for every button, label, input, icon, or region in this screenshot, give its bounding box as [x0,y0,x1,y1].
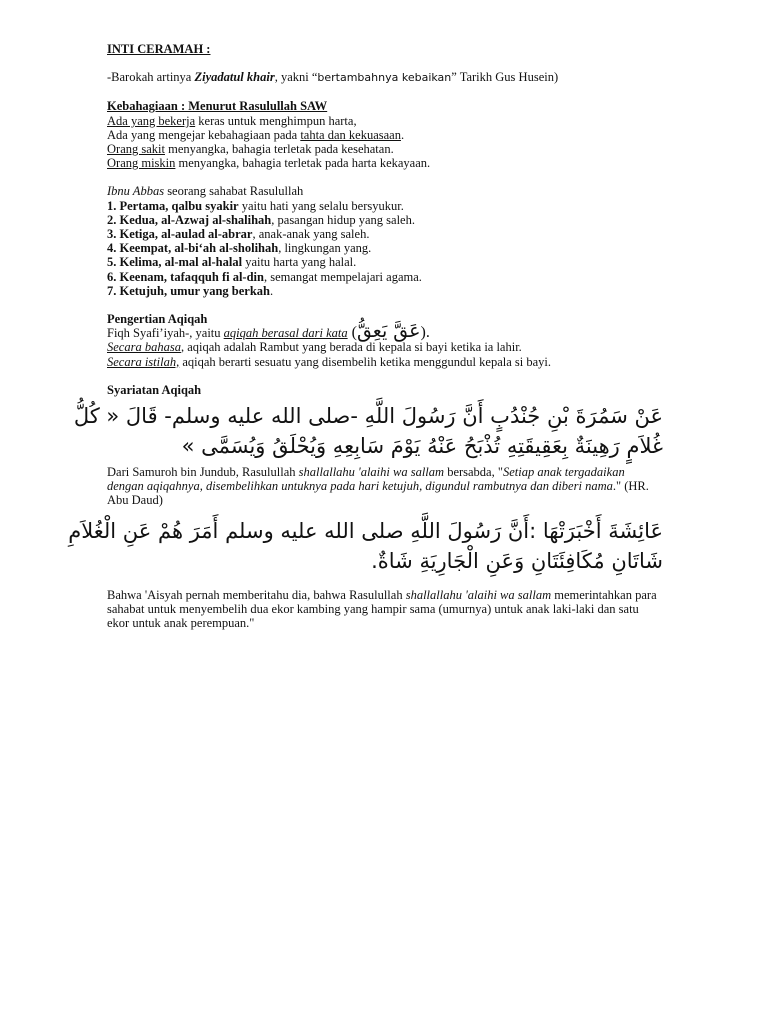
syariatan-heading: Syariatan Aqiqah [107,382,202,397]
kebahagiaan-line-1: Ada yang bekerja keras untuk menghimpun harta, [107,113,357,128]
list-item: 5. Kelima, al-mal al-halal yaitu harta yang halal. [107,255,357,270]
pengertian-heading: Pengertian Aqiqah [107,312,208,327]
fiqh-line: Fiqh Syafi’iyah-, yaitu aqiqah berasal dari kata (عَقَّ يَعِقُّ). [107,320,430,343]
kebahagiaan-heading: Kebahagiaan : Menurut Rasulullah SAW [107,99,328,114]
hadith-2-arabic-line-2: شَاتَانِ مُكَافِئَتَانِ وَعَنِ الْجَارِيَةِ شَاةٌ. [371,548,663,573]
barokah-line: -Barokah artinya Ziyadatul khair, yakni “bertambahnya kebaikan” Tarikh Gus Husein) [107,70,559,85]
document-page [68,42,663,631]
hadith-1-arabic-line-2: غُلاَمٍ رَهِينَةٌ بِعَقِيقَتِهِ تُذْبَحُ عَنْهُ يَوْمَ سَابِعِهِ وَيُحْلَقُ وَيُسَمَّى » [181,434,663,459]
list-item: 6. Keenam, tafaqquh fi al-din, semangat mempelajari agama. [107,269,422,284]
document-title: INTI CERAMAH : [107,42,211,56]
hadith-2-translation: Bahwa 'Aisyah pernah memberitahu dia, bahwa Rasulullah shallallahu 'alaihi wa sallam memerintahkan para sahabat untuk menyembelih dua ekor kambing yang hampir sama (umurnya) untuk anak laki-laki dan satu ekor untuk anak perempuan." [107,587,657,631]
kebahagiaan-line-3: Orang sakit menyangka, bahagia terletak pada kesehatan. [107,142,394,157]
arabic-root-word: عَقَّ يَعِقُّ [356,320,421,343]
list-item: 1. Pertama, qalbu syakir yaitu hati yang selalu bersyukur. [107,198,404,213]
hadith-2-arabic-line-1: عَائِشَةَ أَخْبَرَتْهَا :أَنَّ رَسُولَ اللَّهِ صلى الله عليه وسلم أَمَرَ هُمْ عَنِ الْغُلاَمِ [68,518,663,543]
kebahagiaan-line-4: Orang miskin menyangka, bahagia terletak pada harta kekayaan. [107,156,431,171]
list-item: 7. Ketujuh, umur yang berkah. [107,283,274,298]
barokah-meaning: bertambahnya kebaikan [317,71,452,85]
list-item: 3. Ketiga, al-aulad al-abrar, anak-anak yang saleh. [107,227,370,242]
list-item: 2. Kedua, al-Azwaj al-shalihah, pasangan hidup yang saleh. [107,212,415,227]
bahasa-line: Secara bahasa, aqiqah adalah Rambut yang berada di kepala si bayi ketika ia lahir. [107,340,522,355]
hadith-1-translation: Dari Samuroh bin Jundub, Rasulullah shallallahu 'alaihi wa sallam bersabda, "Setiap anak tergadaikan dengan aqiqahnya, disembelihkan untuknya pada hari ketujuh, digundul rambutnya dan diberi nama." (HR. Abu Daud) [107,465,649,508]
hadith-1-arabic-line-1: عَنْ سَمُرَةَ بْنِ جُنْدُبٍ أَنَّ رَسُولَ اللَّهِ -صلى الله عليه وسلم- قَالَ « كُلُّ [73,404,663,429]
list-item: 4. Keempat, al-bi‘ah al-sholihah, lingkungan yang. [107,241,372,256]
ibnu-abbas-intro: Ibnu Abbas seorang sahabat Rasulullah [107,184,304,199]
kebahagiaan-line-2: Ada yang mengejar kebahagiaan pada tahta dan kekuasaan. [107,127,405,142]
istilah-line: Secara istilah, aqiqah berarti sesuatu yang disembelih ketika menggundul kepala si bayi. [107,354,551,369]
barokah-term: Ziyadatul khair [194,70,275,85]
